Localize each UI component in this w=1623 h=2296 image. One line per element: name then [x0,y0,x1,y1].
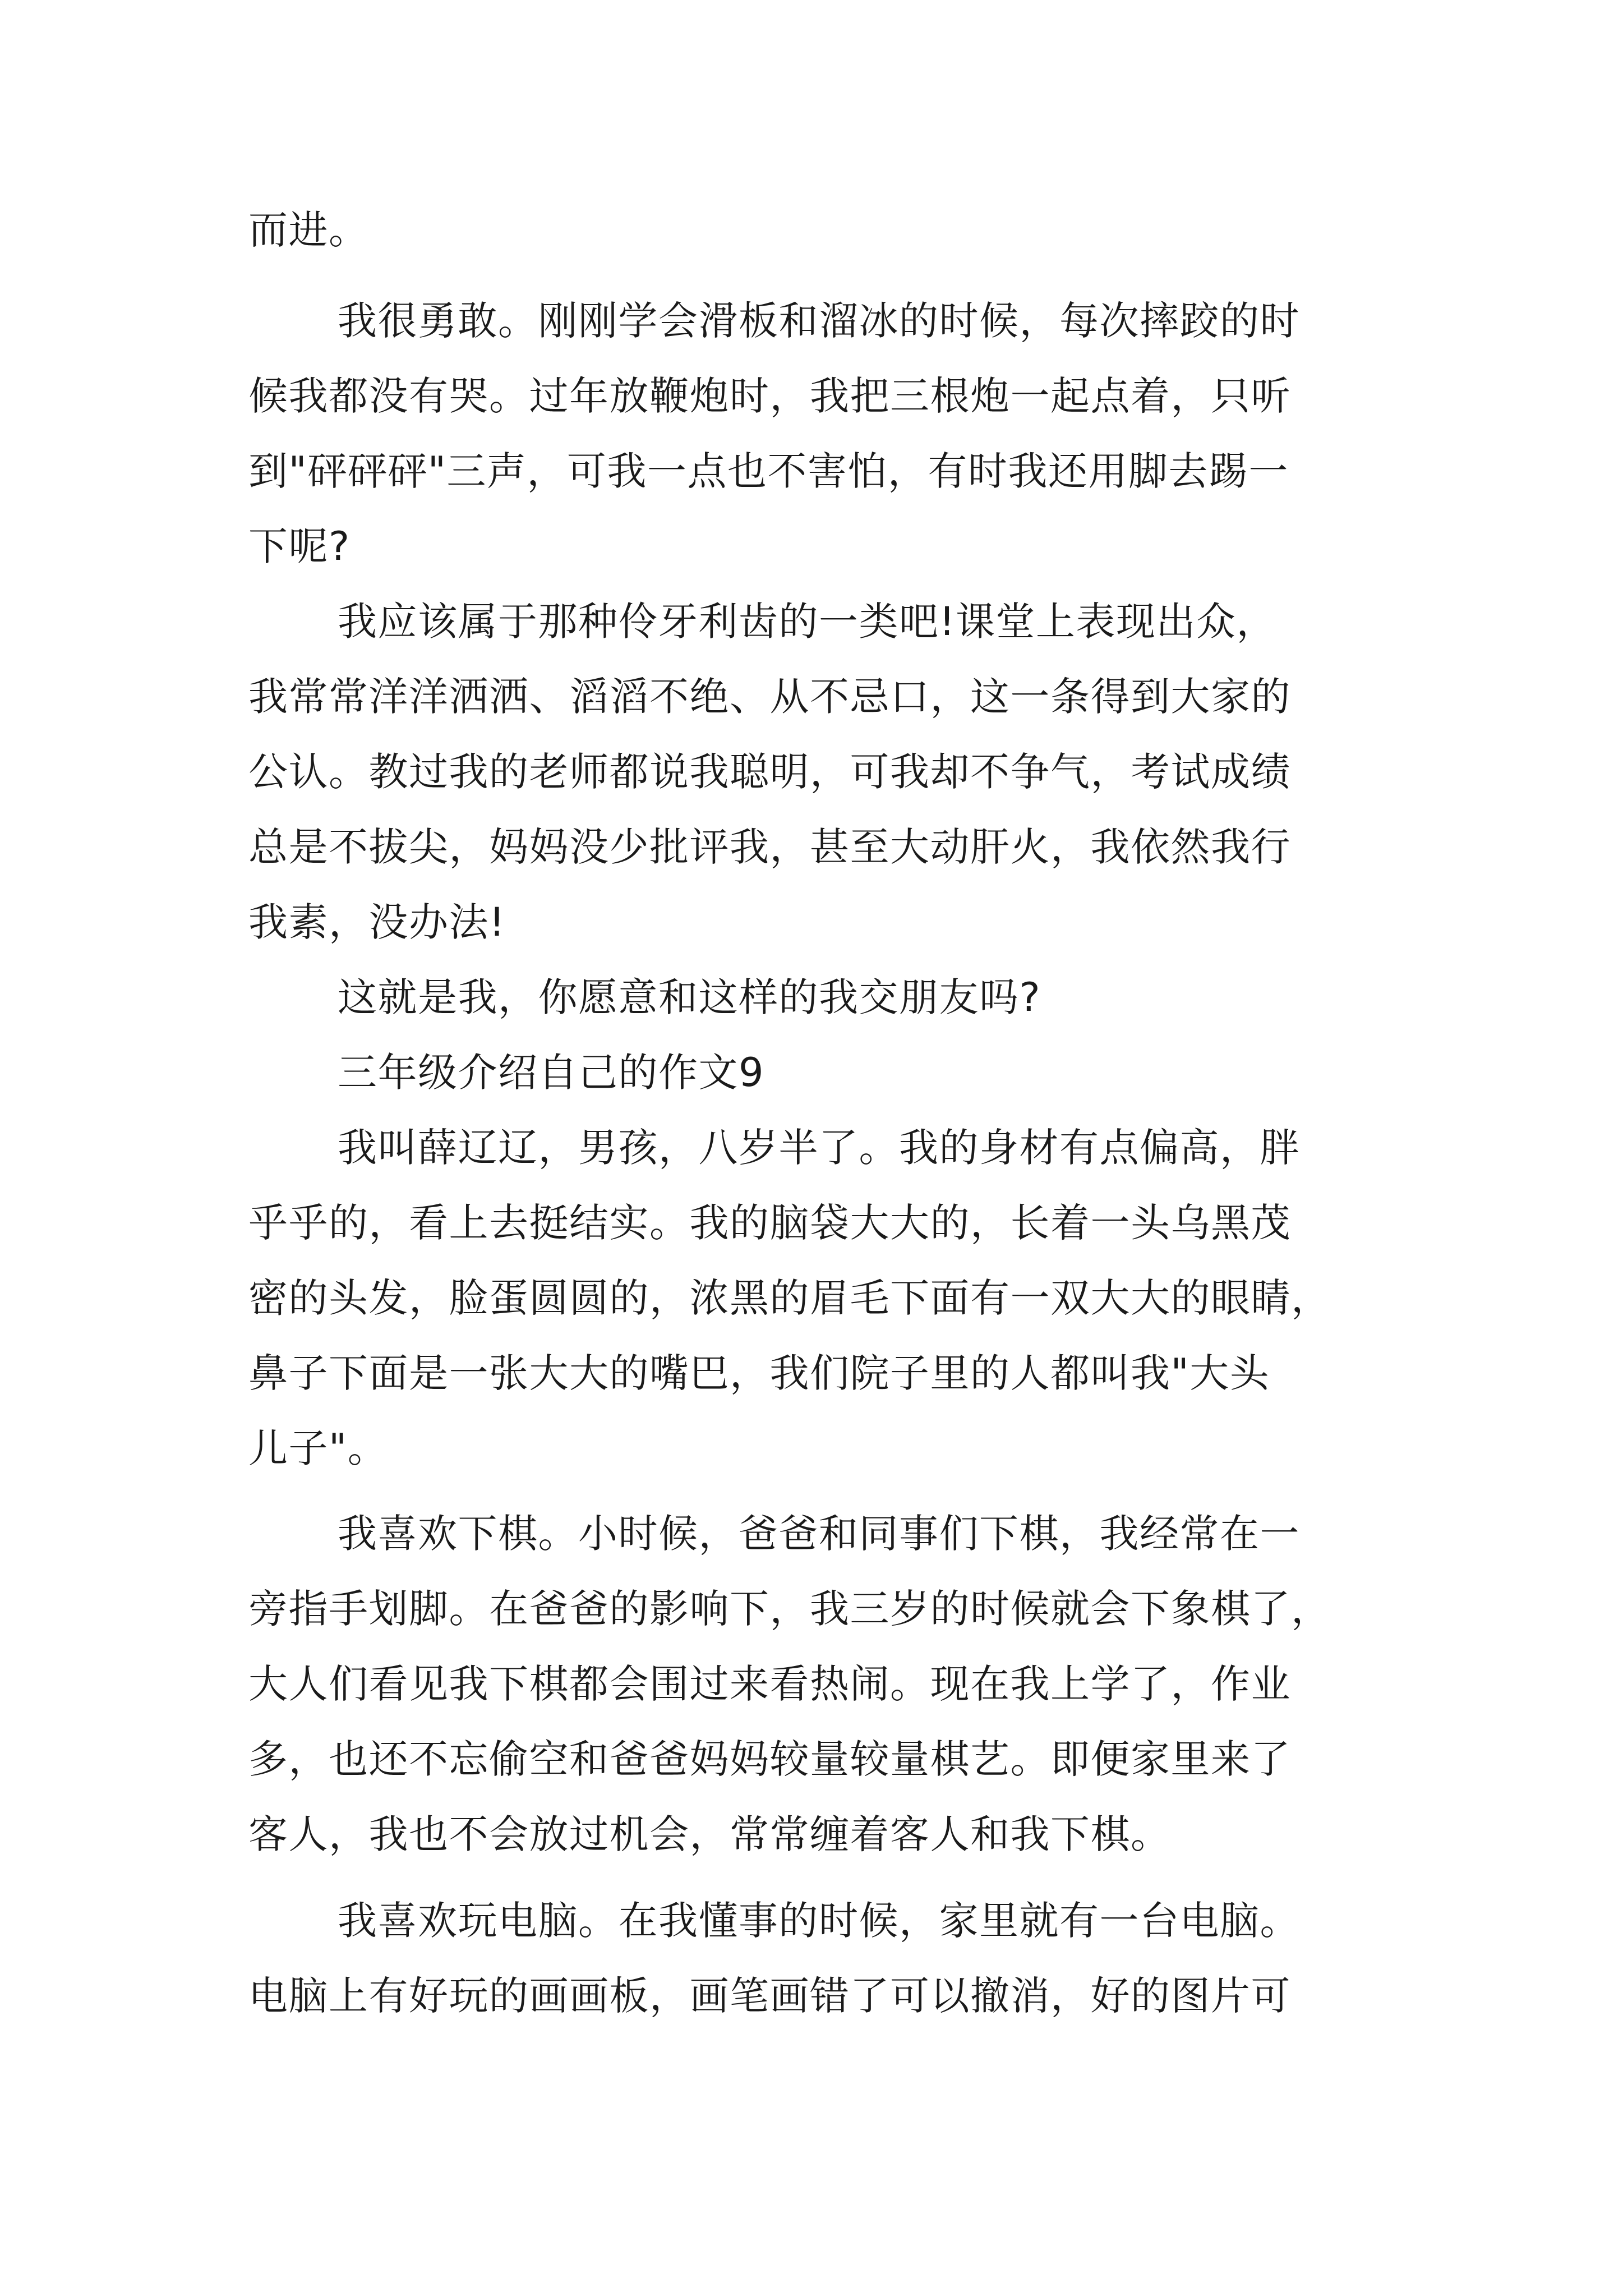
text-line-4: 到"砰砰砰"三声，可我一点也不害怕，有时我还用脚去踢一 [248,448,1289,494]
text-line-16: 鼻子下面是一张大大的嘴巴，我们院子里的人都叫我"大头 [248,1350,1270,1396]
text-line-14: 乎乎的，看上去挺结实。我的脑袋大大的，长着一头乌黑茂 [248,1200,1291,1246]
text-line-9: 总是不拔尖，妈妈没少批评我，甚至大动肝火，我依然我行 [248,824,1291,870]
text-line-8: 公认。教过我的老师都说我聪明，可我却不争气，考试成绩 [248,749,1291,795]
text-line-11: 这就是我，你愿意和这样的我交朋友吗? [338,974,1041,1020]
text-line-19: 旁指手划脚。在爸爸的影响下，我三岁的时候就会下象棋了， [248,1586,1331,1632]
text-line-20: 大人们看见我下棋都会围过来看热闹。现在我上学了，作业 [248,1661,1291,1707]
text-line-13: 我叫薛辽辽，男孩，八岁半了。我的身材有点偏高，胖 [338,1125,1300,1171]
text-line-1: 而进。 [248,207,369,253]
text-line-3: 候我都没有哭。过年放鞭炮时，我把三根炮一起点着，只听 [248,373,1291,419]
text-line-15: 密的头发，脸蛋圆圆的，浓黑的眉毛下面有一双大大的眼睛， [248,1275,1331,1321]
section-heading: 三年级介绍自己的作文9 [338,1050,765,1096]
text-line-18: 我喜欢下棋。小时候，爸爸和同事们下棋，我经常在一 [338,1511,1300,1557]
text-line-22: 客人，我也不会放过机会，常常缠着客人和我下棋。 [248,1811,1171,1857]
text-line-7: 我常常洋洋洒洒、滔滔不绝、从不忌口，这一条得到大家的 [248,674,1291,720]
text-line-21: 多，也还不忘偷空和爸爸妈妈较量较量棋艺。即便家里来了 [248,1736,1291,1782]
text-line-10: 我素，没办法! [248,899,506,945]
text-line-5: 下呢? [248,523,351,569]
text-line-23: 我喜欢玩电脑。在我懂事的时候，家里就有一台电脑。 [338,1898,1300,1944]
text-line-17: 儿子"。 [248,1425,388,1471]
text-line-24: 电脑上有好玩的画画板，画笔画错了可以撤消，好的图片可 [248,1973,1291,2019]
text-line-2: 我很勇敢。刚刚学会滑板和溜冰的时候，每次摔跤的时 [338,298,1300,344]
text-line-6: 我应该属于那种伶牙利齿的一类吧!课堂上表现出众， [338,599,1277,645]
